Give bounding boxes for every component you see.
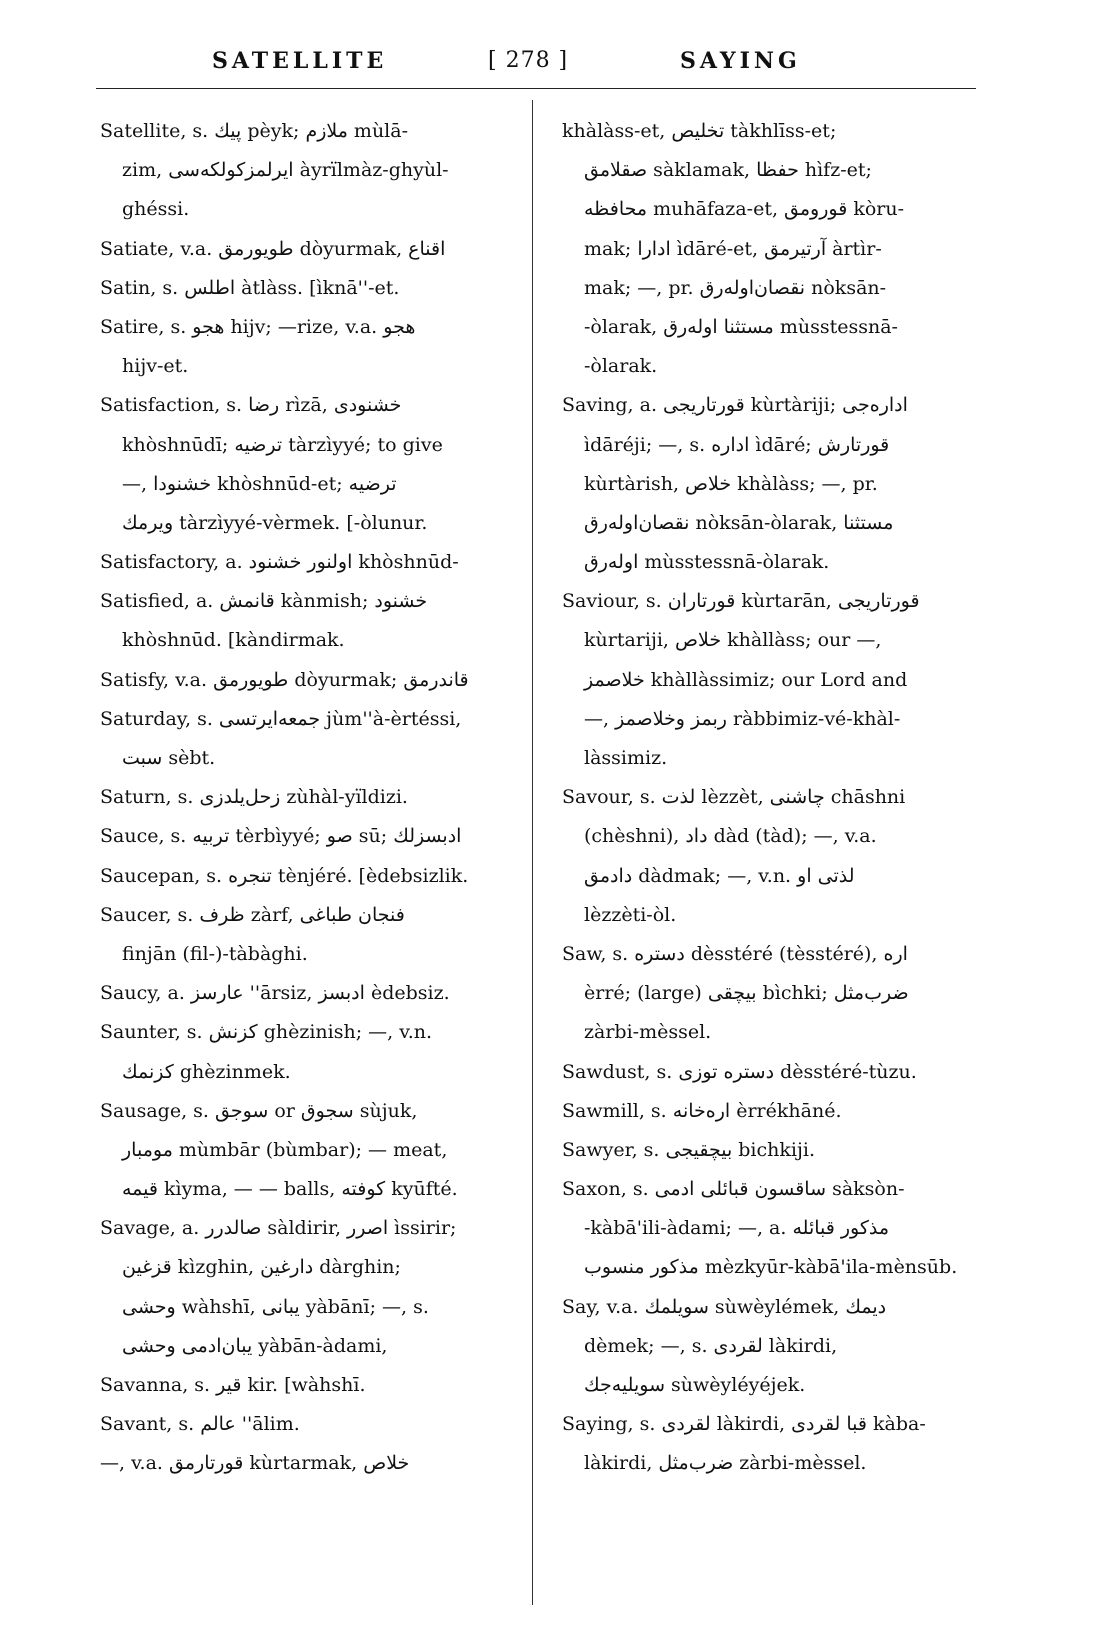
dictionary-entry [100,1444,520,1483]
entry-first-line: Sawmill, s. اره‌خانه èrrékhāné. [562,1099,842,1122]
page-number: [ 278 ] [488,48,569,73]
header-rule [96,88,976,89]
entry-first-line: khàlàss-et, تخلیص tàkhlīss-et; [562,120,837,142]
entry-continuation-line: ویرمك tàrzìyyé-vèrmek. [-òlunur. [122,511,428,534]
entry-first-line: Say, v.a. سویلمك sùwèylémek, دیمك [562,1295,887,1318]
entry-first-line: Sauce, s. تربیه tèrbìyyé; صو sū; ادبسزلك [100,825,462,848]
entry-first-line: Saucy, a. عارسز ''ārsiz, ادبسز èdebsiz. [100,982,450,1005]
dictionary-entry [100,817,520,856]
entry-first-line: Saw, s. دستره dèsstéré (tèsstéré), اره [562,942,908,965]
entry-continuation-line: یبان‌ادمی وحشی yàbān-àdami, [122,1334,388,1357]
left-column [100,112,520,1484]
dictionary-entry [562,1131,982,1170]
dictionary-entry [100,308,520,386]
dictionary-entry [100,896,520,974]
entry-continuation-line: خلاصمز khàllàssimiz; our Lord and [584,668,908,691]
entry-continuation-line: zim, ایرلمزكولكه‌سی àyrïlmàz-ghyùl- [122,159,449,182]
entry-continuation-line: èrré; (large) بیچقی bìchki; ضرب‌مثل [584,982,909,1005]
dictionary-entry [100,1013,520,1091]
dictionary-entry [562,1288,982,1406]
entry-first-line: Saying, s. لقردی làkirdi, قبا لقردی kàba- [562,1413,926,1436]
entry-first-line: Satire, s. هجو hijv; —rize, v.a. هجو [100,315,416,338]
entry-first-line: Sawdust, s. دستره توزی dèsstéré-tùzu. [562,1060,917,1083]
entry-first-line: Saunter, s. كزنش ghèzinish; —, v.n. [100,1021,433,1044]
dictionary-entry [100,112,520,230]
dictionary-entry [100,386,520,543]
dictionary-entry [100,582,520,660]
entry-continuation-line: محافظه muhāfaza-et, قورومق kòru- [584,198,905,221]
entry-continuation-line: làkirdi, ضرب‌مثل zàrbi-mèssel. [584,1452,867,1475]
dictionary-entry [562,112,982,386]
dictionary-entry [100,857,520,896]
entry-continuation-line: —, ربمز وخلاصمز ràbbimiz-vé-khàl- [584,707,901,730]
column-divider [532,100,533,1605]
entry-continuation-line: mak; —, pr. نقصان‌اولەرق nòksān- [584,276,887,299]
page-header [0,48,1113,84]
entry-continuation-line: kùrtàrish, خلاص khàlàss; —, pr. [584,472,878,495]
entry-continuation-line: kùrtariji, خلاص khàllàss; our —, [584,629,882,652]
dictionary-entry [100,543,520,582]
entry-continuation-line: نقصان‌اولەرق nòksān-òlarak, مستثنا [584,511,894,534]
entry-first-line: Satisfactory, a. اولنور خشنود khòshnūd- [100,551,459,574]
dictionary-entry [562,582,982,778]
entry-continuation-line: mak; ادارا ìdāré-et, آرتیرمق àrtìr- [584,237,882,260]
dictionary-entry [100,1209,520,1366]
entry-continuation-line: مومبار mùmbār (bùmbar); — meat, [122,1138,448,1161]
entry-continuation-line: khòshnūdī; ترضیه tàrzìyyé; to give [122,433,443,456]
dictionary-entry [562,1092,982,1131]
dictionary-entry [562,1170,982,1288]
dictionary-entry [562,1405,982,1483]
dictionary-entry [100,1405,520,1444]
entry-continuation-line: دادمق dàdmak; —, v.n. لذتی او [584,864,855,887]
entry-continuation-line: làssimiz. [584,747,668,769]
entry-continuation-line: -òlarak, مستثنا اولەرق mùsstessnā- [584,315,898,338]
entry-first-line: Satisfaction, s. رضا rìzā, خشنودی [100,394,402,417]
entry-continuation-line: قزغین kìzghin, دارغین dàrghin; [122,1256,401,1279]
dictionary-entry [100,661,520,700]
dictionary-entry [562,778,982,935]
left-guide-word: SATELLITE [212,48,388,74]
entry-first-line: Saturn, s. زحل‌یلدزی zùhàl-yïldizi. [100,786,408,809]
entry-first-line: Saucer, s. ظرف zàrf, فنجان طباغی [100,903,405,926]
entry-first-line: Satellite, s. پیك pèyk; ملازم mùlā- [100,120,409,142]
entry-continuation-line: —, خشنودا khòshnūd-et; ترضیه [122,472,397,495]
entry-first-line: Satisfied, a. قانمش kànmish; خشنود [100,590,428,613]
dictionary-entry [562,1053,982,1092]
entry-first-line: Saxon, s. ساقسون قبائلی ادمی sàksòn- [562,1178,905,1201]
dictionary-entry [100,230,520,269]
entry-first-line: Savage, a. صالدرر sàldirir, اصرر ìssirir; [100,1217,457,1240]
entry-first-line: Saviour, s. قورتاران kùrtarān, قورتاریجی [562,590,920,613]
dictionary-entry [100,778,520,817]
entry-first-line: Saucepan, s. تنجره tènjéré. [èdebsizlik. [100,864,469,887]
entry-continuation-line: -òlarak. [584,355,658,378]
entry-first-line: Sawyer, s. بیچقیجی bichkiji. [562,1138,815,1161]
entry-continuation-line: صقلامق sàklamak, حفظا hìfz-et; [584,159,872,182]
entry-continuation-line: finjān (fil-)-tàbàghi. [122,942,308,965]
entry-continuation-line: قیمه kìyma, — — balls, كوفته kyūfté. [122,1178,458,1201]
entry-continuation-line: (chèshni), داد dàd (tàd); —, v.a. [584,825,877,848]
dictionary-entry [562,935,982,1053]
entry-continuation-line: ghéssi. [122,198,190,221]
dictionary-entry [100,974,520,1013]
entry-first-line: Saturday, s. جمعه‌ایرتسی jùm''à-èrtéssi, [100,707,462,730]
entry-continuation-line: dèmek; —, s. لقردی làkirdi, [584,1334,838,1357]
entry-first-line: —, v.a. قورتارمق kùrtarmak, خلاص [100,1452,410,1475]
dictionary-entry [562,386,982,582]
right-guide-word: SAYING [680,48,801,74]
right-column [562,112,982,1484]
dictionary-entry [100,269,520,308]
entry-first-line: Savant, s. عالم ''ālim. [100,1413,300,1436]
entry-continuation-line: سویلیه‌جك sùwèyléyéjek. [584,1374,806,1396]
dictionary-entry [100,700,520,778]
entry-first-line: Saving, a. قورتاریجی kùrtàriji; ادارەجی [562,394,908,417]
entry-continuation-line: zàrbi-mèssel. [584,1021,712,1044]
entry-continuation-line: اولەرق mùsstessnā-òlarak. [584,551,830,574]
entry-continuation-line: ìdāréji; —, s. اداره ìdāré; قورتارش [584,433,890,456]
entry-continuation-line: -kàbā'ili-àdami; —, a. مذكور قبائله [584,1217,890,1240]
entry-first-line: Satisfy, v.a. طویورمق dòyurmak; قاندرمق [100,668,469,691]
dictionary-entry [100,1366,520,1405]
entry-continuation-line: hijv-et. [122,355,189,378]
entry-first-line: Savanna, s. قیر kir. [wàhshī. [100,1374,366,1396]
entry-continuation-line: khòshnūd. [kàndirmak. [122,629,345,652]
entry-continuation-line: سبت sèbt. [122,747,216,769]
entry-continuation-line: lèzzèti-òl. [584,903,677,926]
entry-first-line: Sausage, s. سوجق or سجوق sùjuk, [100,1099,418,1122]
dictionary-entry [100,1092,520,1210]
entry-continuation-line: مذكور منسوب mèzkyūr-kàbā'ila-mènsūb. [584,1256,958,1279]
entry-first-line: Savour, s. لذت lèzzèt, چاشنی chāshni [562,786,906,809]
entry-first-line: Satin, s. اطلس àtlàss. [ìknā''-et. [100,276,400,299]
entry-continuation-line: كزنمك ghèzinmek. [122,1060,291,1083]
entry-first-line: Satiate, v.a. طویورمق dòyurmak, اقناع [100,237,446,260]
entry-continuation-line: وحشی wàhshī, یبانی yàbānī; —, s. [122,1295,429,1318]
